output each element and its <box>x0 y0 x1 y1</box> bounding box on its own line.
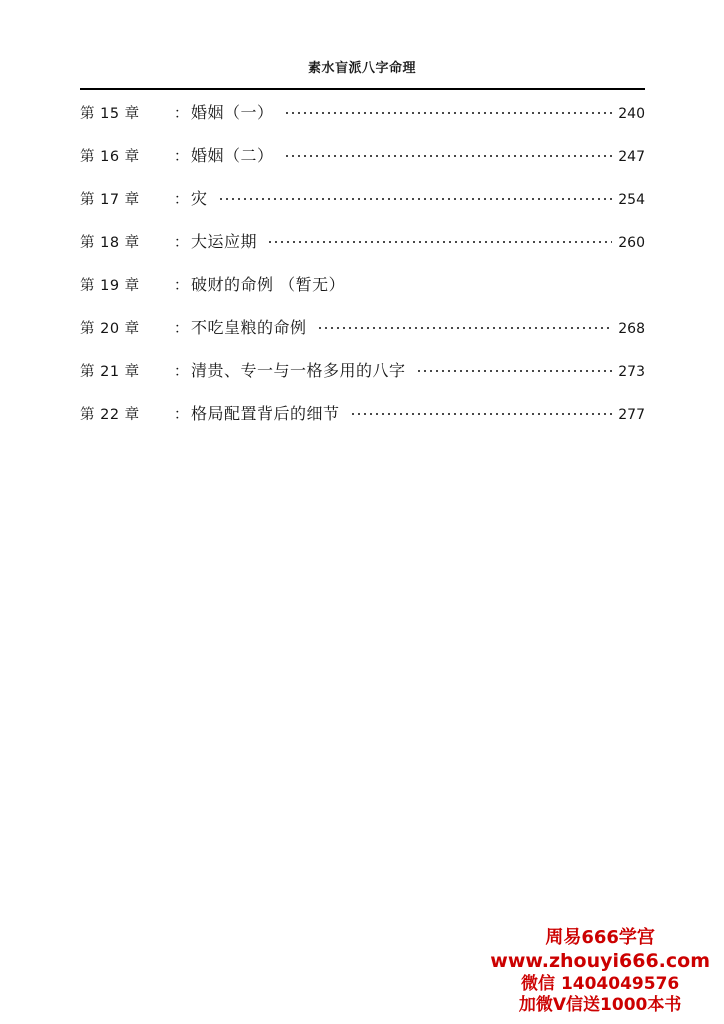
toc-colon: ： <box>174 364 189 380</box>
watermark <box>490 927 710 1016</box>
table-of-contents <box>80 100 645 444</box>
toc-page-number: 240 <box>618 106 645 122</box>
watermark-brand: 周易666学宫 <box>545 927 655 949</box>
toc-page-number: 277 <box>618 407 645 423</box>
toc-leader-dots <box>284 147 613 161</box>
toc-colon: ： <box>174 149 189 165</box>
toc-entry[interactable] <box>80 272 645 315</box>
toc-leader-dots <box>284 104 613 118</box>
toc-page-number: 260 <box>618 235 645 251</box>
toc-chapter-label: 第 19 章 <box>80 278 140 294</box>
toc-entry-title: 婚姻（二） <box>191 146 274 165</box>
toc-entry-title: 婚姻（一） <box>191 103 274 122</box>
toc-page-number: 254 <box>618 192 645 208</box>
toc-colon: ： <box>174 235 189 251</box>
toc-leader-dots <box>350 405 613 419</box>
toc-entry[interactable] <box>80 358 645 401</box>
toc-colon: ： <box>174 192 189 208</box>
toc-entry[interactable] <box>80 186 645 229</box>
toc-page-number: 247 <box>618 149 645 165</box>
toc-chapter-label: 第 15 章 <box>80 106 140 122</box>
toc-page-number: 273 <box>618 364 645 380</box>
watermark-promo: 加微V信送1000本书 <box>518 994 682 1015</box>
toc-colon: ： <box>174 321 189 337</box>
toc-leader-dots <box>416 362 613 376</box>
toc-leader-dots <box>355 276 613 290</box>
toc-leader-dots <box>317 319 613 333</box>
toc-chapter-label: 第 20 章 <box>80 321 140 337</box>
toc-entry-title: 灾 <box>191 189 208 208</box>
toc-colon: ： <box>174 278 189 294</box>
toc-entry-title: 清贵、专一与一格多用的八字 <box>191 361 406 380</box>
toc-chapter-label: 第 18 章 <box>80 235 140 251</box>
toc-entry[interactable] <box>80 100 645 143</box>
page-header-title: 素水盲派八字命理 <box>307 61 416 76</box>
toc-entry[interactable] <box>80 143 645 186</box>
toc-colon: ： <box>174 106 189 122</box>
toc-entry[interactable] <box>80 315 645 358</box>
toc-entry[interactable] <box>80 229 645 272</box>
toc-chapter-label: 第 17 章 <box>80 192 140 208</box>
toc-page-number: 268 <box>618 321 645 337</box>
header-divider <box>80 88 645 90</box>
toc-colon: ： <box>174 407 189 423</box>
toc-leader-dots <box>267 233 612 247</box>
toc-entry[interactable] <box>80 401 645 444</box>
toc-entry-title: 大运应期 <box>191 232 258 251</box>
toc-chapter-label: 第 22 章 <box>80 407 140 423</box>
watermark-wechat: 微信 1404049576 <box>521 973 680 994</box>
toc-entry-title: 破财的命例 （暂无） <box>191 275 346 294</box>
watermark-website: www.zhouyi666.com <box>490 949 710 972</box>
toc-chapter-label: 第 21 章 <box>80 364 140 380</box>
toc-entry-title: 格局配置背后的细节 <box>191 404 340 423</box>
toc-chapter-label: 第 16 章 <box>80 149 140 165</box>
toc-entry-title: 不吃皇粮的命例 <box>191 318 307 337</box>
toc-leader-dots <box>218 190 613 204</box>
